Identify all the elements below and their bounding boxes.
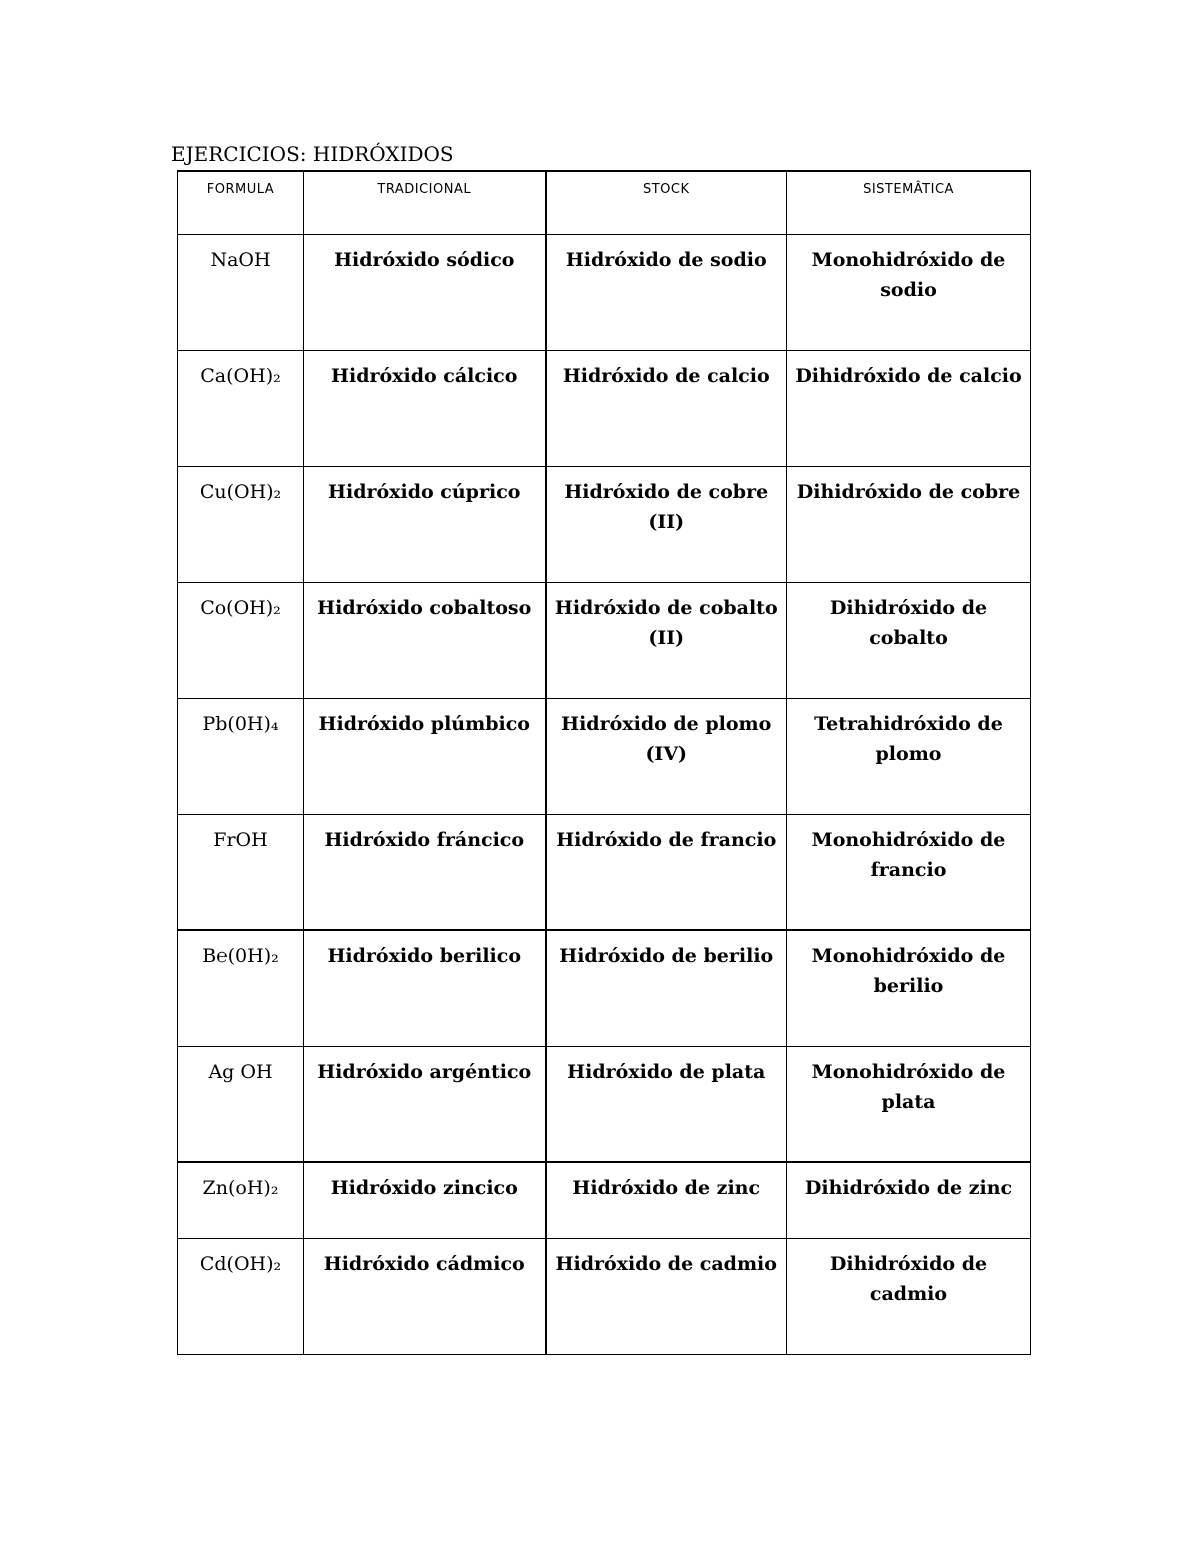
sistematica-cell: Monohidróxido de francio: [787, 814, 1031, 930]
stock-cell: Hidróxido de cobalto (II): [546, 582, 787, 698]
sistematica-cell: Monohidróxido de sodio: [787, 234, 1031, 350]
tradicional-cell: Hidróxido berilico: [304, 930, 546, 1046]
hydroxides-table: [177, 170, 1031, 1355]
table-row: [178, 582, 1031, 698]
tradicional-cell: Hidróxido zincico: [304, 1162, 546, 1238]
table-row: [178, 698, 1031, 814]
stock-cell: Hidróxido de berilio: [546, 930, 787, 1046]
tradicional-cell: Hidróxido fráncico: [304, 814, 546, 930]
sistematica-cell: Dihidróxido de cobalto: [787, 582, 1031, 698]
formula-cell: NaOH: [178, 234, 304, 350]
table-row: [178, 1046, 1031, 1162]
stock-cell: Hidróxido de calcio: [546, 350, 787, 466]
formula-cell: Zn(oH)₂: [178, 1162, 304, 1238]
page-title: EJERCICIOS: HIDRÓXIDOS: [171, 142, 454, 166]
sistematica-cell: Tetrahidróxido de plomo: [787, 698, 1031, 814]
formula-cell: FrOH: [178, 814, 304, 930]
header-tradicional: TRADICIONAL: [304, 171, 546, 234]
stock-cell: Hidróxido de plomo (IV): [546, 698, 787, 814]
formula-cell: Ca(OH)₂: [178, 350, 304, 466]
stock-cell: Hidróxido de francio: [546, 814, 787, 930]
table-row: [178, 466, 1031, 582]
sistematica-cell: Dihidróxido de cadmio: [787, 1238, 1031, 1354]
sistematica-cell: Monohidróxido de berilio: [787, 930, 1031, 1046]
formula-cell: B℮(0H)₂: [178, 930, 304, 1046]
table-row: [178, 930, 1031, 1046]
formula-cell: Cd(OH)₂: [178, 1238, 304, 1354]
header-stock: STOCK: [546, 171, 787, 234]
table-row: [178, 1238, 1031, 1354]
tradicional-cell: Hidróxido cálcico: [304, 350, 546, 466]
table-row: [178, 350, 1031, 466]
table-header-row: [178, 171, 1031, 234]
formula-cell: Ag OH: [178, 1046, 304, 1162]
tradicional-cell: Hidróxido sódico: [304, 234, 546, 350]
formula-cell: Cu(OH)₂: [178, 466, 304, 582]
stock-cell: Hidróxido de plata: [546, 1046, 787, 1162]
table-row: [178, 814, 1031, 930]
sistematica-cell: Dihidróxido de calcio: [787, 350, 1031, 466]
header-formula: FORMULA: [178, 171, 304, 234]
table-row: [178, 1162, 1031, 1238]
stock-cell: Hidróxido de sodio: [546, 234, 787, 350]
header-sistematica: SISTEMÂTICA: [787, 171, 1031, 234]
tradicional-cell: Hidróxido argéntico: [304, 1046, 546, 1162]
stock-cell: Hidróxido de cobre (II): [546, 466, 787, 582]
tradicional-cell: Hidróxido cádmico: [304, 1238, 546, 1354]
formula-cell: Co(OH)₂: [178, 582, 304, 698]
sistematica-cell: Monohidróxido de plata: [787, 1046, 1031, 1162]
tradicional-cell: Hidróxido cúprico: [304, 466, 546, 582]
sistematica-cell: Dihidróxido de zinc: [787, 1162, 1031, 1238]
tradicional-cell: Hidróxido plúmbico: [304, 698, 546, 814]
table-row: [178, 234, 1031, 350]
sistematica-cell: Dihidróxido de cobre: [787, 466, 1031, 582]
tradicional-cell: Hidróxido cobaltoso: [304, 582, 546, 698]
formula-cell: Pb(0H)₄: [178, 698, 304, 814]
stock-cell: Hidróxido de cadmio: [546, 1238, 787, 1354]
stock-cell: Hidróxido de zinc: [546, 1162, 787, 1238]
